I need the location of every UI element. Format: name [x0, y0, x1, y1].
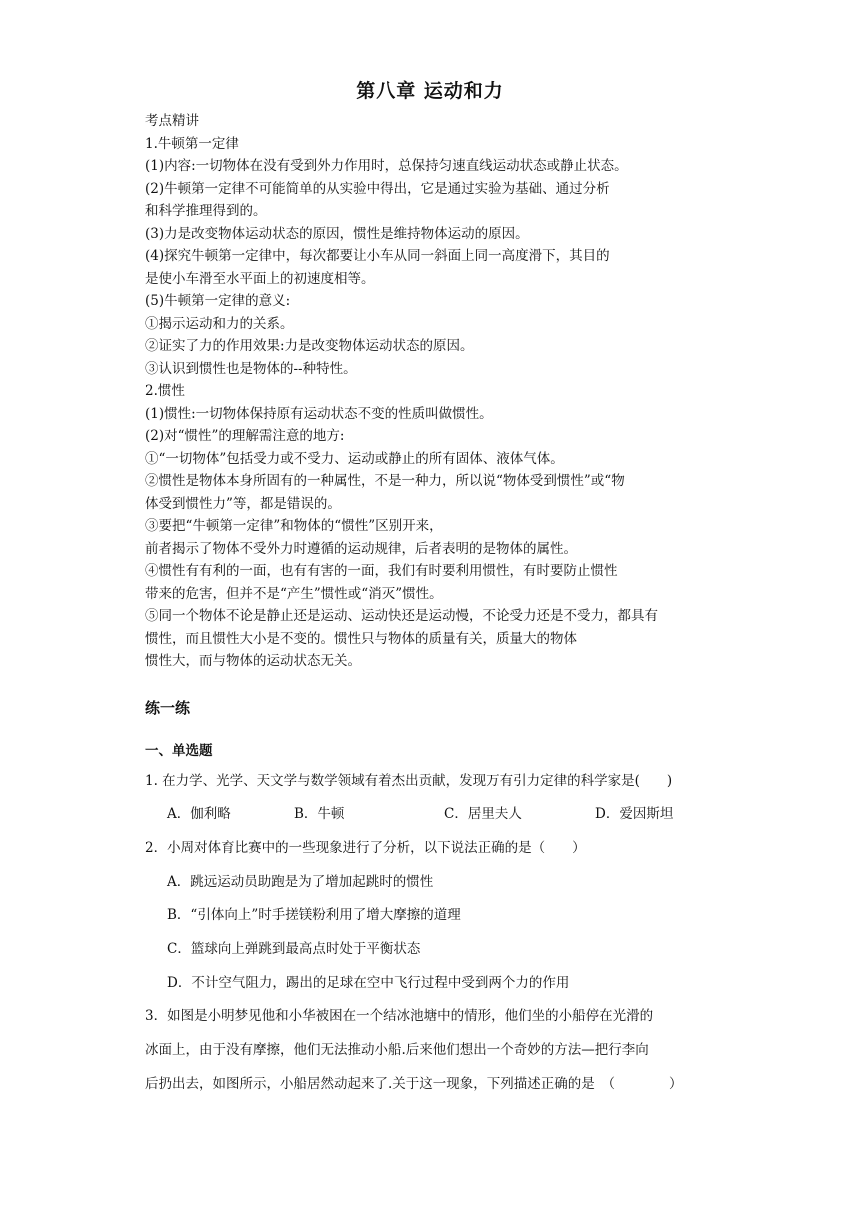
notes-line: (4)探究牛顿第一定律中，每次都要让小车从同一斜面上同一高度滑下，其目的: [145, 248, 610, 264]
notes-line: (1)内容:一切物体在没有受到外力作用时，总保持匀速直线运动状态或静止状态。: [145, 158, 628, 174]
notes-heading: 考点精讲: [145, 113, 199, 129]
practice-heading: 练一练: [145, 699, 191, 717]
question-1-option-d: D．爱因斯坦: [595, 806, 674, 822]
notes-line: ③要把“牛顿第一定律”和物体的“惯性”区别开来，: [145, 518, 443, 534]
notes-line: ②证实了力的作用效果:力是改变物体运动状态的原因。: [145, 338, 474, 354]
question-2-option-b: B．“引体向上”时手搓镁粉利用了增大摩擦的道理: [167, 907, 461, 923]
notes-line: 前者揭示了物体不受外力时遵循的运动规律，后者表明的是物体的属性。: [145, 541, 577, 557]
question-2-option-d: D．不计空气阻力，踢出的足球在空中飞行过程中受到两个力的作用: [167, 975, 570, 991]
question-1-option-a: A．伽利略: [167, 806, 231, 822]
page-title: 第八章 运动和力: [356, 80, 504, 102]
notes-line: 和科学推理得到的。: [145, 203, 267, 219]
question-3-line: 后扔出去，如图所示，小船居然动起来了.关于这一现象，下列描述正确的是 （ ）: [145, 1076, 683, 1092]
notes-line: (3)力是改变物体运动状态的原因，惯性是维持物体运动的原因。: [145, 226, 529, 242]
question-2-option-c: C．篮球向上弹跳到最高点时处于平衡状态: [167, 941, 421, 957]
notes-line: 带来的危害，但并不是“产生”惯性或“消灭”惯性。: [145, 586, 443, 602]
question-3-line: 冰面上，由于没有摩擦，他们无法推动小船.后来他们想出一个奇妙的方法—把行李向: [145, 1042, 649, 1058]
notes-line: ⑤同一个物体不论是静止还是运动、运动快还是运动慢，不论受力还是不受力，都具有: [145, 608, 658, 624]
question-2-stem: 2．小周对体育比赛中的一些现象进行了分析，以下说法正确的是（ ）: [145, 840, 586, 856]
notes-line: (2)牛顿第一定律不可能简单的从实验中得出，它是通过实验为基础、通过分析: [145, 181, 610, 197]
notes-line: ④惯性有有利的一面，也有有害的一面，我们有时要利用惯性，有时要防止惯性: [145, 563, 618, 579]
notes-line: 1.牛顿第一定律: [145, 136, 239, 152]
question-3-line: 3．如图是小明梦见他和小华被困在一个结冰池塘中的情形，他们坐的小船停在光滑的: [145, 1008, 654, 1024]
notes-line: 体受到惯性力”等，都是错误的。: [145, 496, 341, 512]
notes-line: ③认识到惯性也是物体的--种特性。: [145, 361, 357, 377]
notes-line: 惯性大，而与物体的运动状态无关。: [145, 653, 361, 669]
notes-line: ②惯性是物体本身所固有的一种属性，不是一种力，所以说“物体受到惯性”或“物: [145, 473, 625, 489]
notes-line: 是使小车滑至水平面上的初速度相等。: [145, 271, 375, 287]
notes-line: (1)惯性:一切物体保持原有运动状态不变的性质叫做惯性。: [145, 406, 493, 422]
notes-line: 2.惯性: [145, 383, 185, 399]
question-1-stem: 1. 在力学、光学、天文学与数学领域有着杰出贡献，发现万有引力定律的科学家是( ): [145, 773, 673, 789]
notes-line: ①揭示运动和力的关系。: [145, 316, 294, 332]
notes-line: 惯性，而且惯性大小是不变的。惯性只与物体的质量有关，质量大的物体: [145, 631, 577, 647]
section-heading: 一、单选题: [145, 743, 213, 759]
question-1-option-c: C．居里夫人: [444, 806, 522, 822]
notes-line: ①“一切物体”包括受力或不受力、运动或静止的所有固体、液体气体。: [145, 451, 564, 467]
question-2-option-a: A．跳远运动员助跑是为了增加起跳时的惯性: [167, 874, 434, 890]
notes-line: (5)牛顿第一定律的意义:: [145, 293, 291, 309]
question-1-option-b: B．牛顿: [294, 806, 345, 822]
notes-line: (2)对“惯性”的理解需注意的地方:: [145, 428, 345, 444]
